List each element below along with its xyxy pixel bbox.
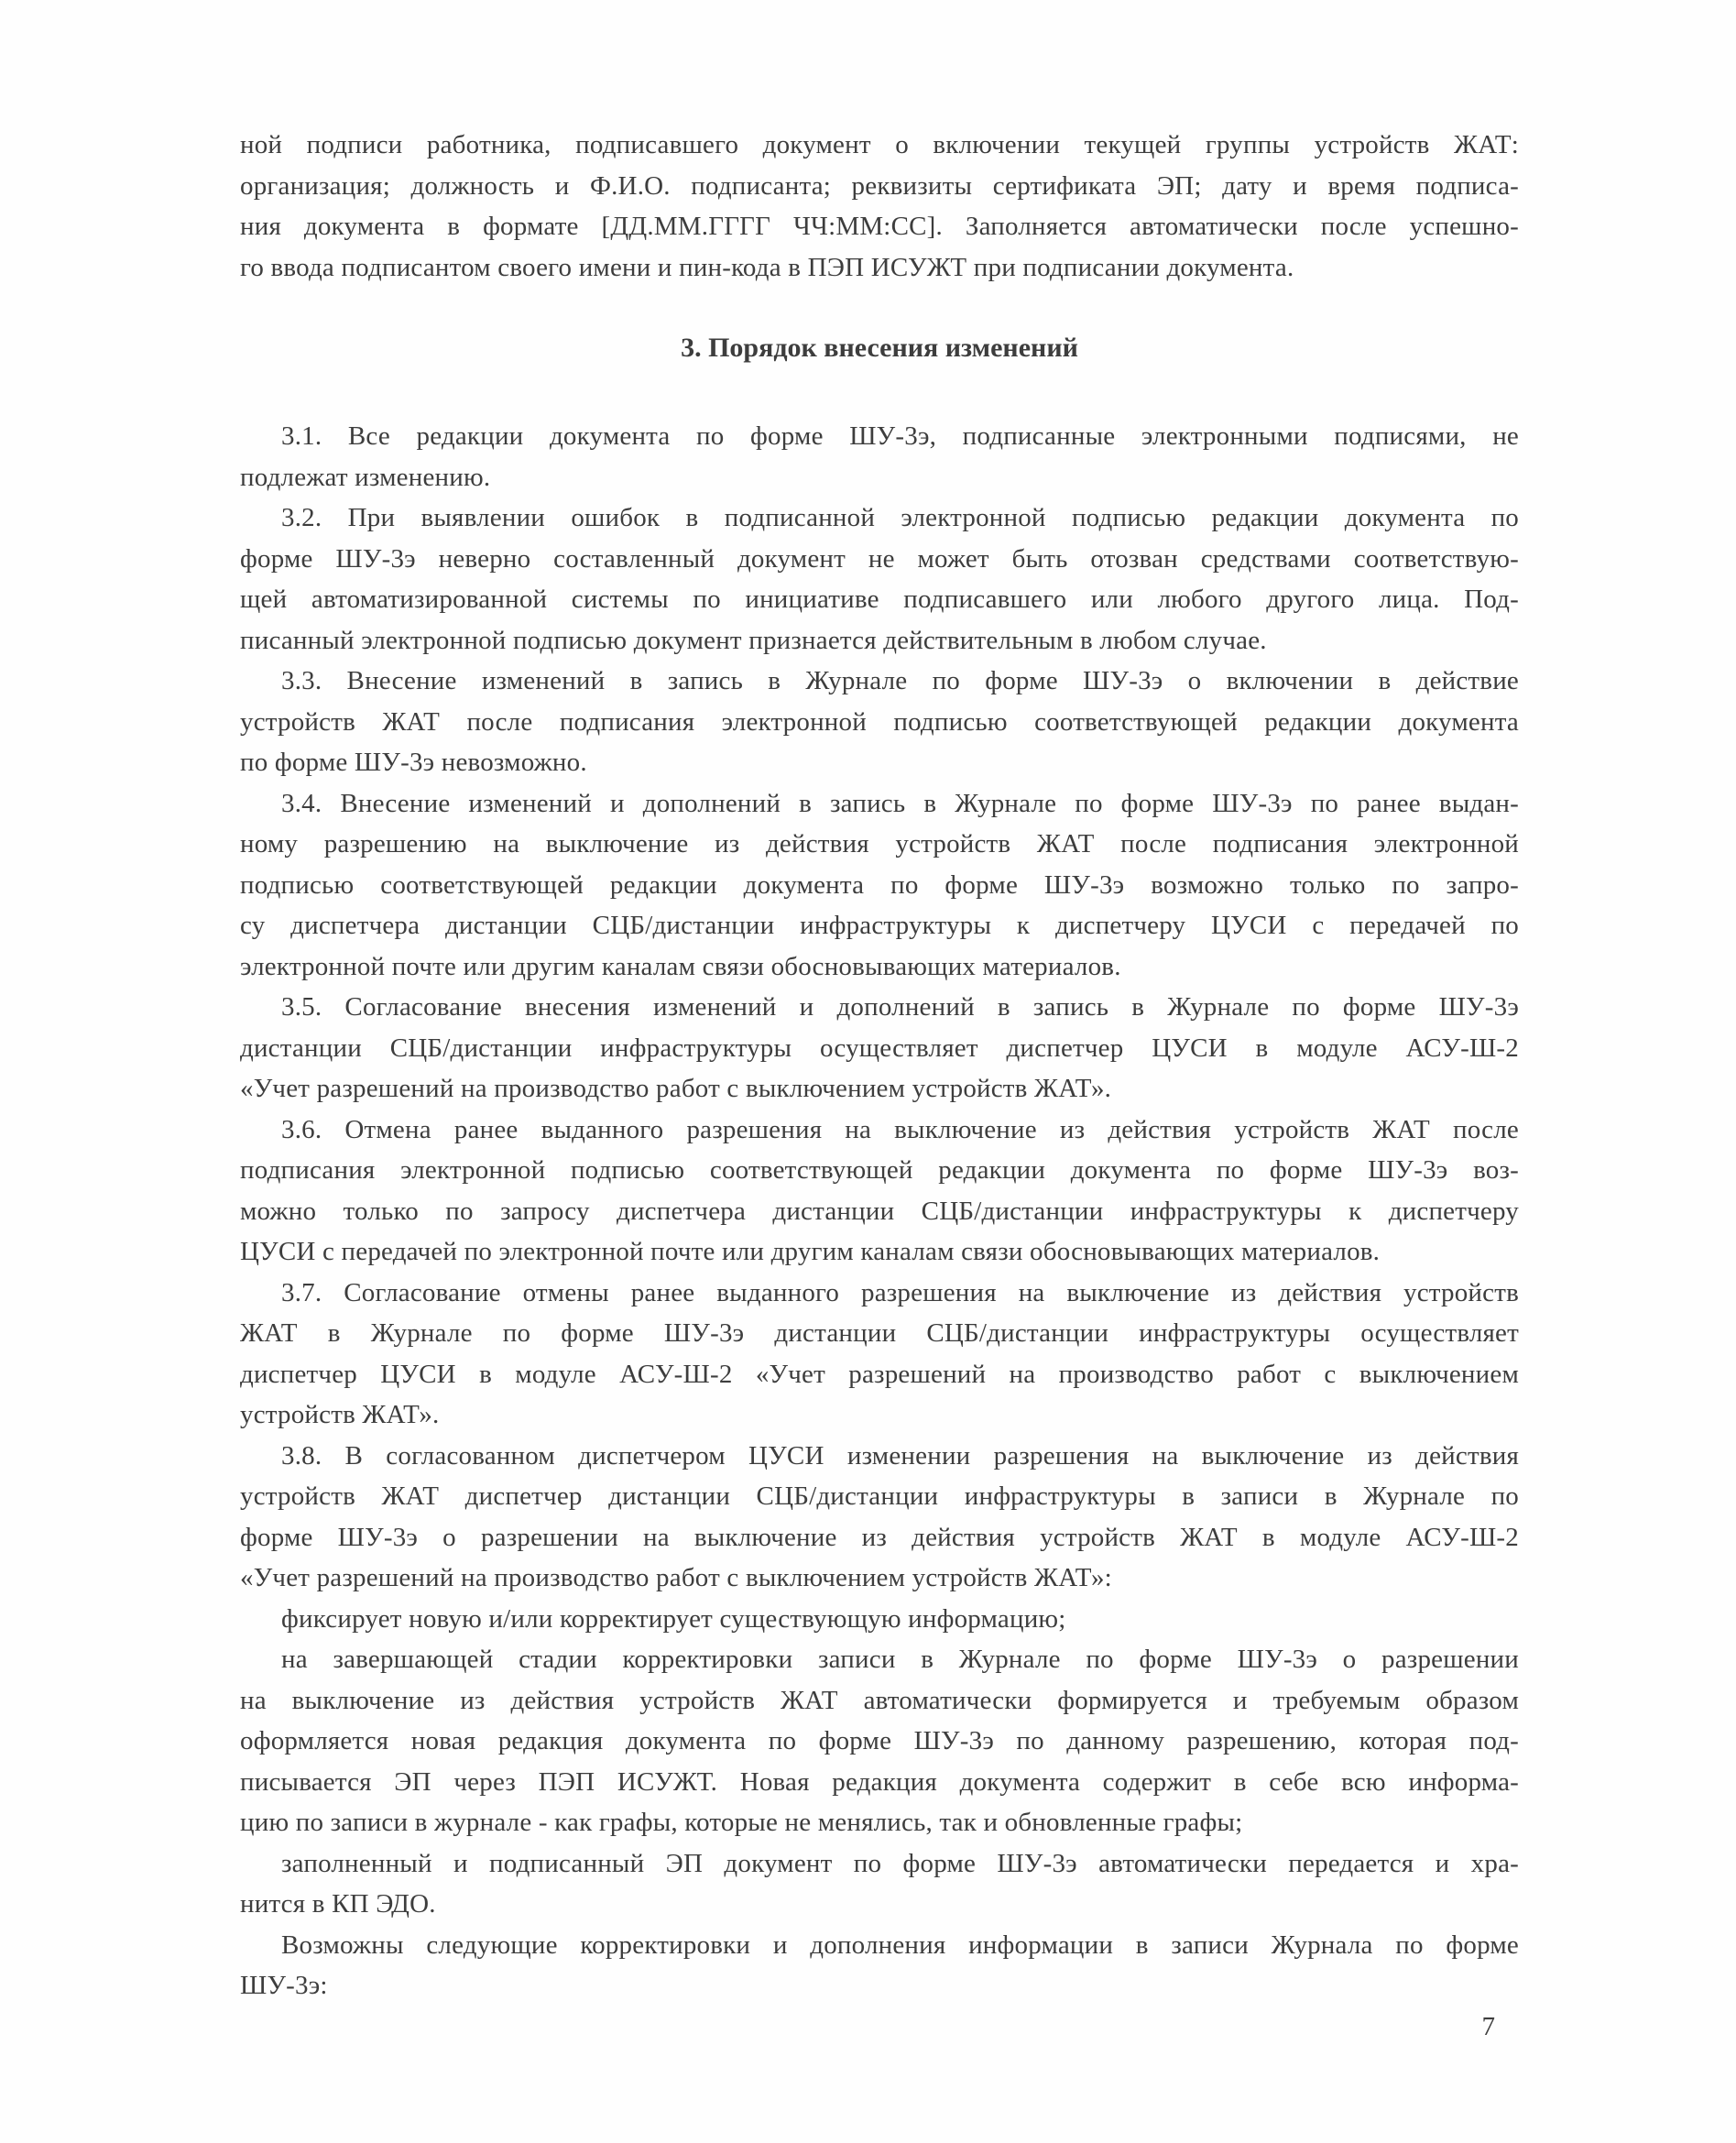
paragraph-3-7-line: ЖАТ в Журнале по форме ШУ-3э дистанции СЦБ/дистанции инфраструктуры осуществляет <box>240 1318 1519 1348</box>
paragraph-3-3-line: 3.3. Внесение изменений в запись в Журнале по форме ШУ-3э о включении в действие <box>281 666 1519 695</box>
intro-continuation-paragraph-line: го ввода подписантом своего имени и пин-кода в ПЭП ИСУЖТ при подписании документа. <box>240 252 1294 282</box>
paragraph-3-4-line: су диспетчера дистанции СЦБ/дистанции инфраструктуры к диспетчеру ЦУСИ с передачей по <box>240 911 1519 940</box>
paragraph-3-8-item-2-line: оформляется новая редакция документа по форме ШУ-3э по данному разрешению, которая под- <box>240 1726 1519 1755</box>
paragraph-3-3-line: по форме ШУ-3э невозможно. <box>240 748 587 777</box>
section-heading: 3. Порядок внесения изменений <box>681 333 1078 363</box>
paragraph-3-2-line: форме ШУ-3э неверно составленный документ не может быть отозван средствами соответствую- <box>240 543 1519 574</box>
paragraph-3-8-item-2-line: на завершающей стадии корректировки записи в Журнале по форме ШУ-3э о разрешении <box>281 1645 1519 1674</box>
paragraph-3-5-line: дистанции СЦБ/дистанции инфраструктуры осуществляет диспетчер ЦУСИ в модуле АСУ-Ш-2 <box>240 1033 1519 1063</box>
paragraph-3-2-line: 3.2. При выявлении ошибок в подписанной электронной подписью редакции документа по <box>281 503 1519 532</box>
paragraph-3-7-line: диспетчер ЦУСИ в модуле АСУ-Ш-2 «Учет разрешений на производство работ с выключением <box>240 1359 1519 1389</box>
paragraph-3-6-line: можно только по запросу диспетчера дистанции СЦБ/дистанции инфраструктуры к диспетчеру <box>240 1196 1519 1226</box>
intro-continuation-paragraph-line: ния документа в формате [ДД.ММ.ГГГГ ЧЧ:ММ:СС]. Заполняется автоматически после успешно- <box>240 212 1519 241</box>
paragraph-3-5-line: «Учет разрешений на производство работ с выключением устройств ЖАТ». <box>240 1074 1112 1103</box>
paragraph-3-8-item-1-line: фиксирует новую и/или корректирует существующую информацию; <box>281 1603 1066 1634</box>
paragraph-3-8-item-2-line: писывается ЭП через ПЭП ИСУЖТ. Новая редакция документа содержит в себе всю информа- <box>240 1766 1519 1797</box>
paragraph-3-8-item-2-line: на выключение из действия устройств ЖАТ автоматически формируется и требуемым образом <box>240 1685 1519 1715</box>
paragraph-3-5-line: 3.5. Согласование внесения изменений и дополнений в запись в Журнале по форме ШУ-3э <box>281 992 1519 1022</box>
paragraph-3-3-line: устройств ЖАТ после подписания электронной подписью соответствующей редакции документа <box>240 706 1519 737</box>
paragraph-3-4-line: 3.4. Внесение изменений и дополнений в запись в Журнале по форме ШУ-3э по ранее выдан- <box>281 788 1519 818</box>
paragraph-3-4-line: ному разрешению на выключение из действия устройств ЖАТ после подписания электронной <box>240 829 1519 858</box>
paragraph-3-8-line: «Учет разрешений на производство работ с выключением устройств ЖАТ»: <box>240 1563 1112 1592</box>
paragraph-3-8-item-2-line: цию по записи в журнале - как графы, которые не менялись, так и обновленные графы; <box>240 1808 1243 1837</box>
paragraph-3-1-line: 3.1. Все редакции документа по форме ШУ-3э, подписанные электронными подписями, не <box>281 421 1519 451</box>
paragraph-3-8-closing-line: ШУ-3э: <box>240 1971 328 2000</box>
paragraph-3-6-line: подписания электронной подписью соответствующей редакции документа по форме ШУ-3э воз- <box>240 1155 1519 1185</box>
paragraph-3-8-line: устройств ЖАТ диспетчер дистанции СЦБ/дистанции инфраструктуры в записи в Журнале по <box>240 1482 1519 1511</box>
paragraph-3-1-line: подлежат изменению. <box>240 462 491 492</box>
paragraph-3-8-closing-line: Возможны следующие корректировки и дополнения информации в записи Журнала по форме <box>281 1930 1519 1960</box>
paragraph-3-8-line: форме ШУ-3э о разрешении на выключение из действия устройств ЖАТ в модуле АСУ-Ш-2 <box>240 1522 1519 1552</box>
paragraph-3-8-item-3-line: нится в КП ЭДО. <box>240 1889 436 1919</box>
paragraph-3-8-item-3-line: заполненный и подписанный ЭП документ по форме ШУ-3э автоматически передается и хра- <box>281 1848 1519 1878</box>
paragraph-3-6-line: 3.6. Отмена ранее выданного разрешения на выключение из действия устройств ЖАТ после <box>281 1114 1519 1144</box>
paragraph-3-2-line: щей автоматизированной системы по инициативе подписавшего или любого другого лица. Под- <box>240 585 1519 614</box>
paragraph-3-8-line: 3.8. В согласованном диспетчером ЦУСИ изменении разрешения на выключение из действия <box>281 1440 1519 1471</box>
paragraph-3-4-line: электронной почте или другим каналам связи обосновывающих материалов. <box>240 951 1121 981</box>
page-number: 7 <box>1481 2012 1495 2041</box>
paragraph-3-7-line: устройств ЖАТ». <box>240 1400 440 1429</box>
intro-continuation-paragraph-line: ной подписи работника, подписавшего документ о включении текущей группы устройств ЖАТ: <box>240 130 1519 159</box>
intro-continuation-paragraph-line: организация; должность и Ф.И.О. подписанта; реквизиты сертификата ЭП; дату и время подписа- <box>240 170 1519 201</box>
paragraph-3-2-line: писанный электронной подписью документ признается действительным в любом случае. <box>240 625 1267 655</box>
paragraph-3-6-line: ЦУСИ с передачей по электронной почте или другим каналам связи обосновывающих материалов. <box>240 1237 1381 1266</box>
paragraph-3-4-line: подписью соответствующей редакции документа по форме ШУ-3э возможно только по запро- <box>240 869 1519 900</box>
document-content <box>240 125 1519 2006</box>
paragraph-3-7-line: 3.7. Согласование отмены ранее выданного разрешения на выключение из действия устройств <box>281 1277 1519 1307</box>
